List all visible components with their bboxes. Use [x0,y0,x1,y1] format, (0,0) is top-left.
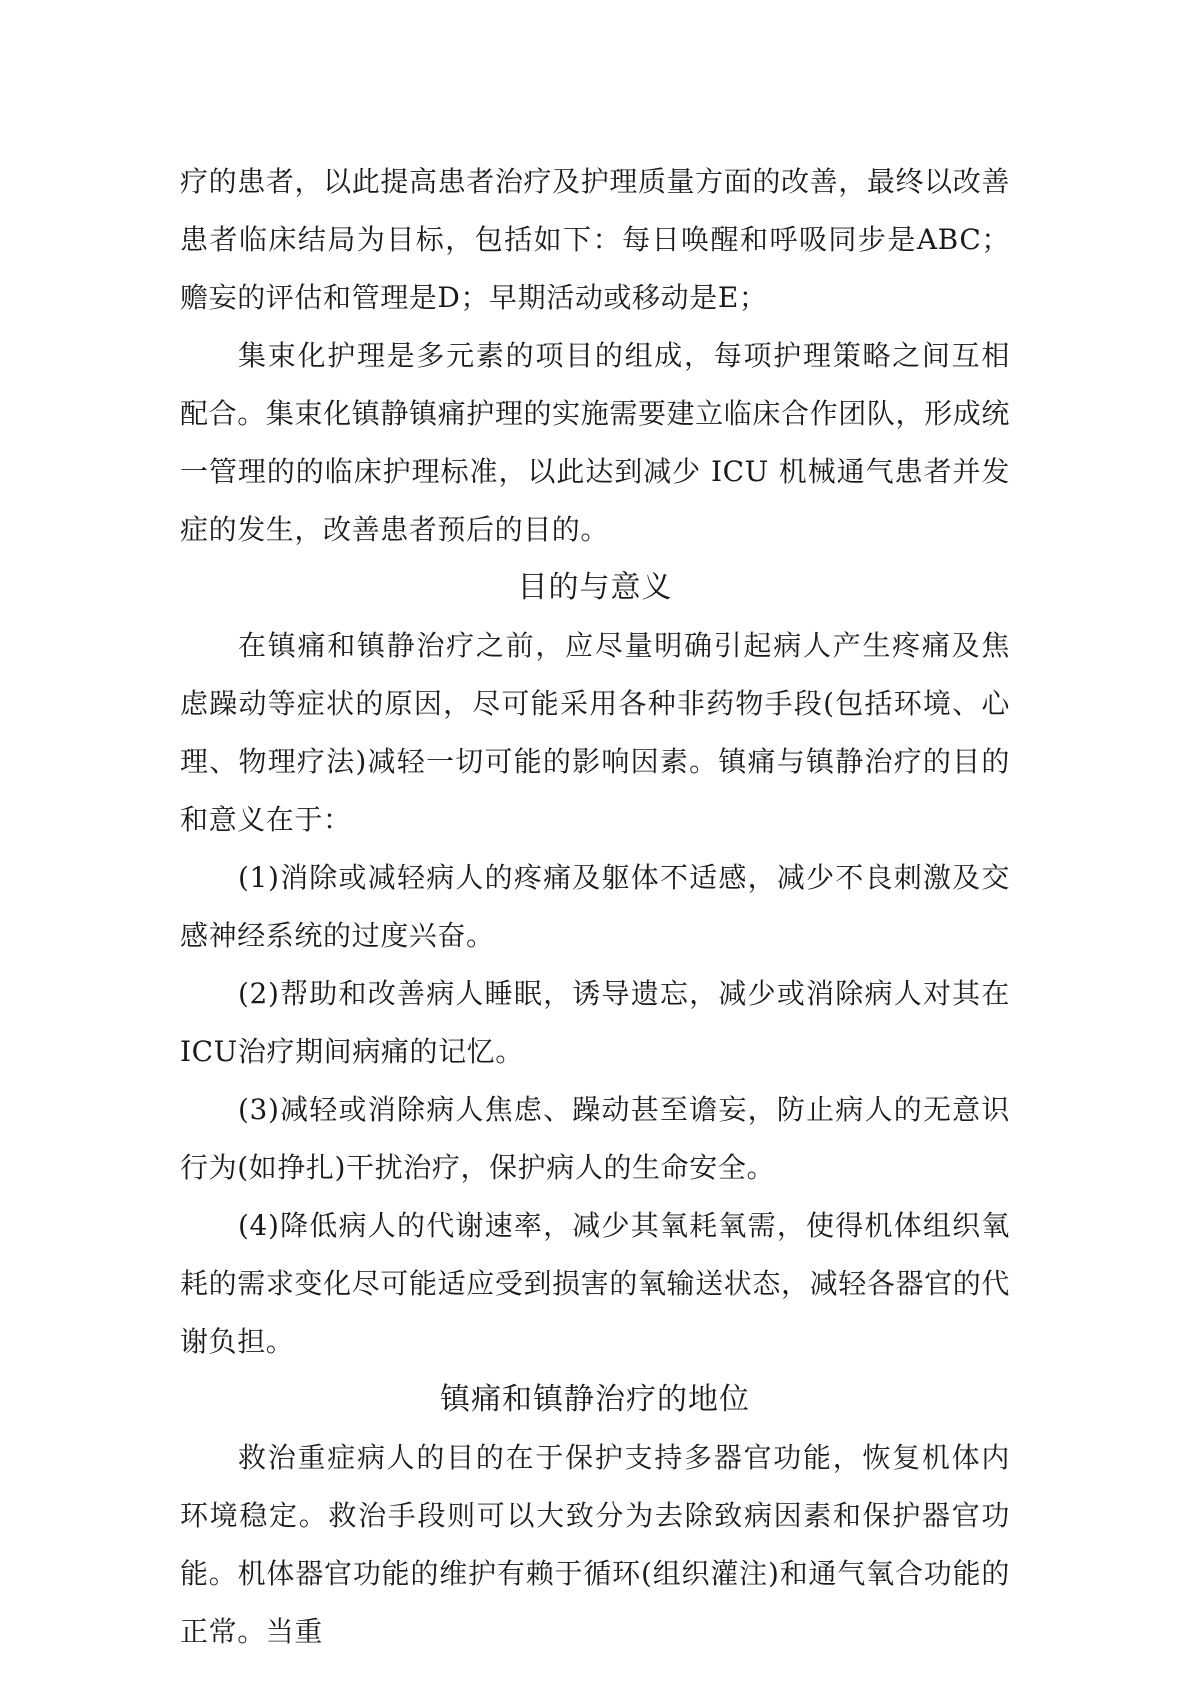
list-item: (2)帮助和改善病人睡眠，诱导遗忘，减少或消除病人对其在ICU治疗期间病痛的记忆。 [180,977,1010,1068]
paragraph: 疗的患者，以此提高患者治疗及护理质量方面的改善，最终以改善患者临床结局为目标，包括如下：每日唤醒和呼吸同步是ABC；赡妄的评估和管理是D；早期活动或移动是E； [180,165,1010,314]
paragraph: 在镇痛和镇静治疗之前，应尽量明确引起病人产生疼痛及焦虑躁动等症状的原因，尽可能采用各种非药物手段(包括环境、心理、物理疗法)减轻一切可能的影响因素。镇痛与镇静治疗的目的和意义在于： [180,629,1010,836]
list-item: (4)降低病人的代谢速率，减少其氧耗氧需，使得机体组织氧耗的需求变化尽可能适应受到损害的氧输送状态，减轻各器官的代谢负担。 [180,1209,1010,1358]
paragraph: 集束化护理是多元素的项目的组成，每项护理策略之间互相配合。集束化镇静镇痛护理的实施需要建立临床合作团队，形成统一管理的的临床护理标准，以此达到减少 ICU 机械通气患者并发症的发生，改善患者预后的目的。 [180,339,1010,546]
section-heading: 目的与意义 [517,570,673,605]
list-item: (3)减轻或消除病人焦虑、躁动甚至谵妄，防止病人的无意识行为(如挣扎)干扰治疗，保护病人的生命安全。 [180,1093,1010,1184]
paragraph: 救治重症病人的目的在于保护支持多器官功能，恢复机体内环境稳定。救治手段则可以大致分为去除致病因素和保护器官功能。机体器官功能的维护有赖于循环(组织灌注)和通气氧合功能的正常。当重 [180,1441,1010,1648]
section-heading: 镇痛和镇静治疗的地位 [440,1382,750,1417]
document-body [180,153,1010,1661]
list-item: (1)消除或减轻病人的疼痛及躯体不适感，减少不良刺激及交感神经系统的过度兴奋。 [180,861,1010,952]
